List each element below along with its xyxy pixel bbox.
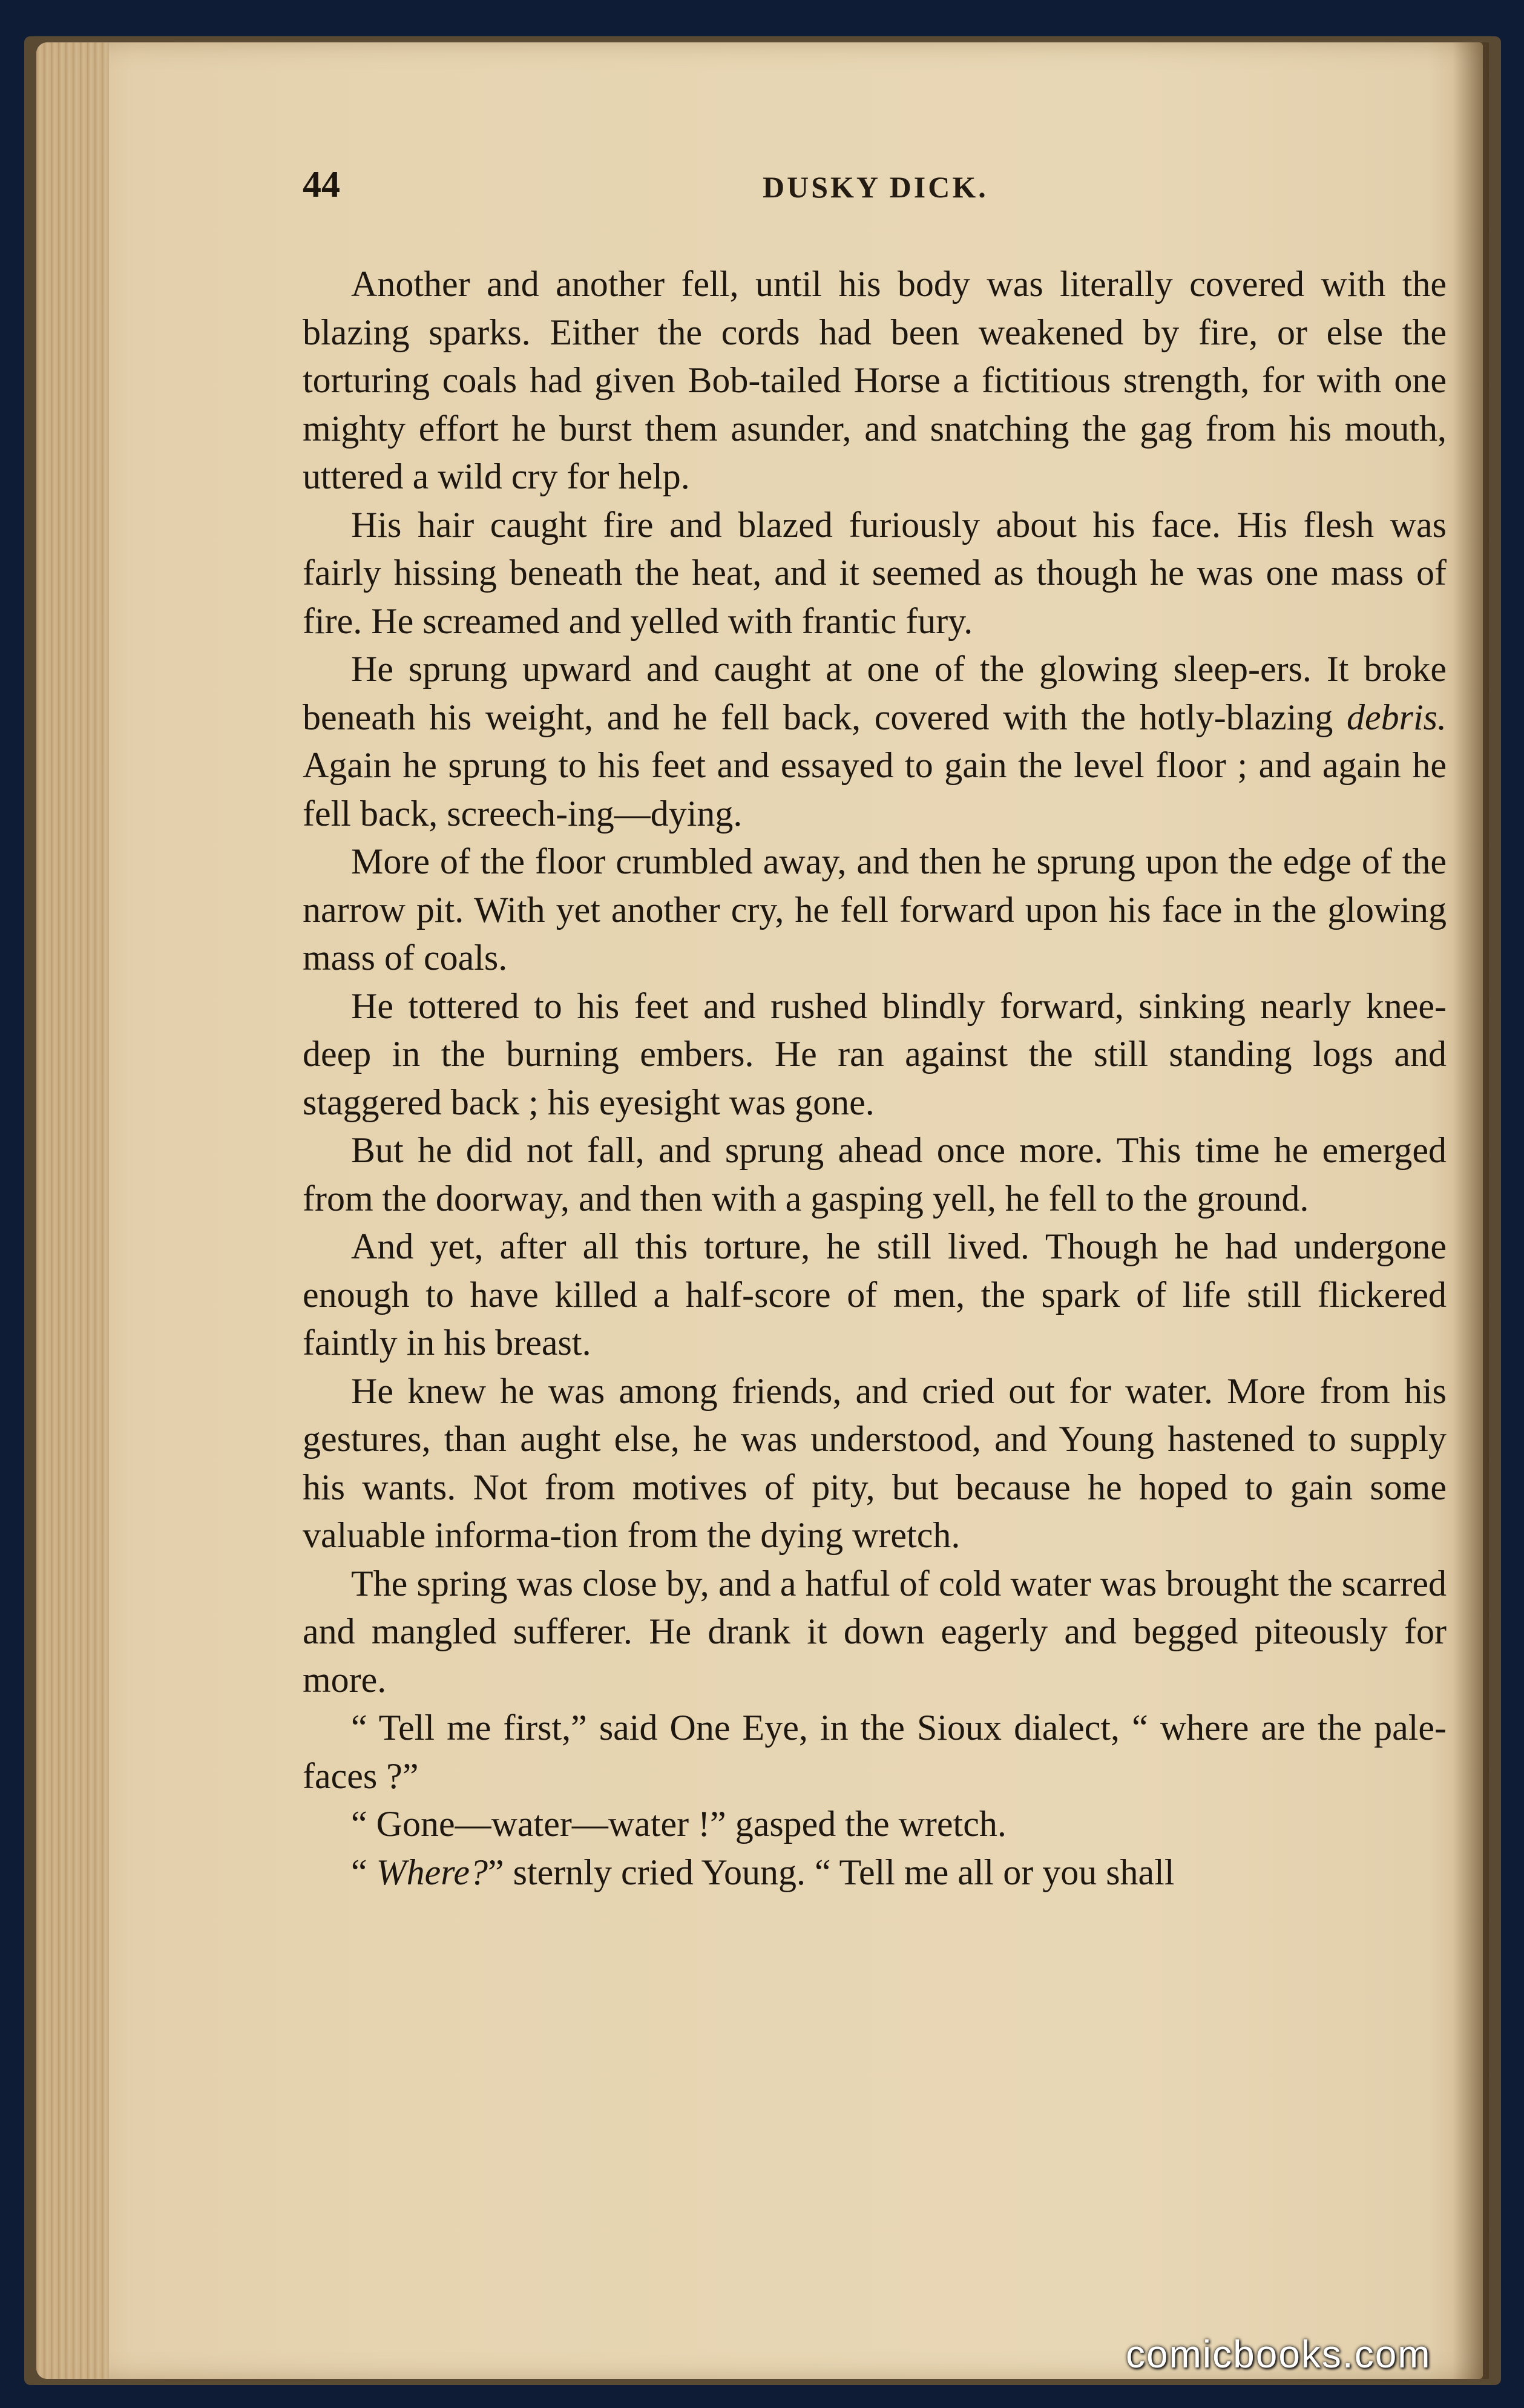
page-stack-edge [36, 42, 109, 2379]
italic-word: debris. [1347, 697, 1447, 737]
italic-word: Where? [376, 1852, 488, 1892]
spine-shadow [1453, 42, 1489, 2379]
paragraph: But he did not fall, and sprung ahead once more. This time he emerged from the doorway, and then with a gasping yell, he fell to the ground. [303, 1130, 1447, 1219]
paragraph: “ Gone—water—water !” gasped the wretch. [351, 1804, 1007, 1844]
header-title: DUSKY DICK. [763, 170, 988, 204]
paragraph: His hair caught fire and blazed furiously about his face. His flesh was fairly hissing beneath the heat, and it seemed as though he was one mass of fire. He screamed and yelled with frantic fury. [303, 504, 1447, 641]
paragraph: He knew he was among friends, and cried out for water. More from his gestures, than aught else, he was understood, and Young hastened to supply his wants. Not from motives of pity, but because he hoped to gain some valuable informa-tion from the dying wretch. [303, 1370, 1447, 1555]
paragraph: The spring was close by, and a hatful of cold water was brought the scarred and mangled sufferer. He drank it down eagerly and begged piteously for more. [303, 1563, 1447, 1700]
paragraph: More of the floor crumbled away, and then he sprung upon the edge of the narrow pit. With yet another cry, he fell forward upon his face in the glowing mass of coals. [303, 841, 1447, 978]
paragraph: He sprung upward and caught at one of the glowing sleep-ers. It broke beneath his weight, and he fell back, covered with the hotly-blazing debris. Again he sprung to his feet and essayed to gain the level floor ; and again he fell back, screech-ing—dying. [303, 649, 1447, 834]
paragraph: Another and another fell, until his body was literally covered with the blazing sparks. Either the cords had been weakened by fire, or else the torturing coals had given Bob-tailed Horse a fictitious strength, for with one mighty effort he burst them asunder, and snatching the gag from his mouth, uttered a wild cry for help. [303, 264, 1447, 496]
watermark: comicbooks.com [1126, 2332, 1431, 2376]
running-head [303, 163, 1453, 218]
paragraph: “ Where?” sternly cried Young. “ Tell me all or you shall [351, 1852, 1175, 1892]
paragraph: “ Tell me first,” said One Eye, in the Sioux dialect, “ where are the pale-faces ?” [303, 1708, 1447, 1796]
paragraph: He tottered to his feet and rushed blindly forward, sinking nearly knee-deep in the burning embers. He ran against the still standing logs and staggered back ; his eyesight was gone. [303, 985, 1447, 1122]
paragraph: And yet, after all this torture, he still lived. Though he had undergone enough to have killed a half-score of men, the spark of life still flickered faintly in his breast. [303, 1226, 1447, 1363]
body-text [303, 260, 1447, 1896]
page-number: 44 [303, 164, 340, 205]
